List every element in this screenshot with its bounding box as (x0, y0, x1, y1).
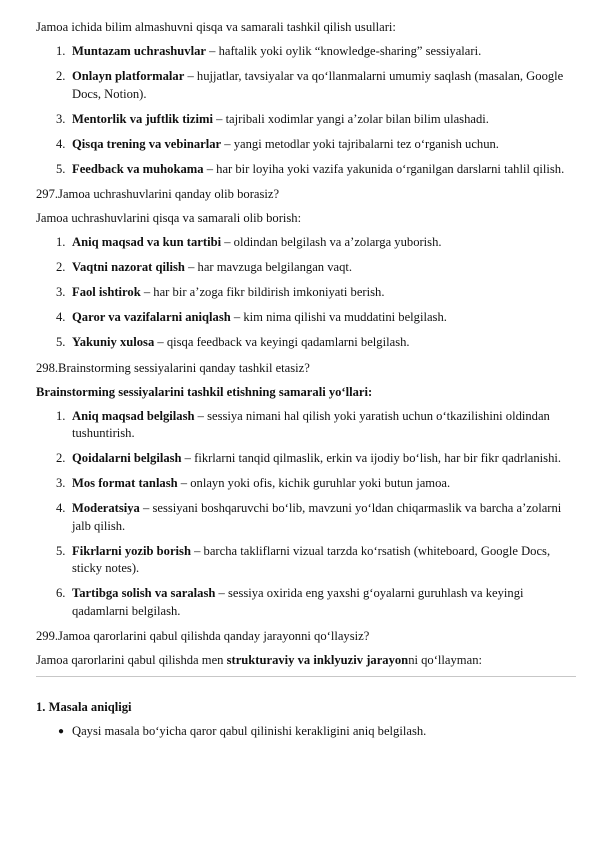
list-item: 5. Fikrlarni yozib borish – barcha takliflarni vizual tarzda ko‘rsatish (whiteboard, Google Docs, sticky notes). (56, 543, 551, 575)
bullet-icon: ● (58, 726, 65, 737)
list-item: 3. Faol ishtirok – har bir a’zoga fikr bildirish imkoniyati berish. (56, 285, 385, 299)
question-298: 298.Brainstorming sessiyalarini qanday tashkil etasiz? (36, 360, 310, 375)
intro-paragraph-2: Jamoa uchrashuvlarini qisqa va samarali olib borish: (36, 211, 302, 225)
meeting-list (36, 234, 576, 352)
document-page (36, 19, 576, 749)
brainstorming-list (36, 408, 576, 621)
knowledge-sharing-list (36, 43, 576, 178)
list-item: 2. Onlayn platformalar – hujjatlar, tavsiyalar va qo‘llanmalarni umumiy saqlash (masalan, Google Docs, Notion). (56, 69, 564, 101)
list-item: 4. Qaror va vazifalarni aniqlash – kim nima qilishi va muddatini belgilash. (56, 310, 447, 324)
list-item: 3. Mentorlik va juftlik tizimi – tajribali xodimlar yangi a’zolar bilan bilim ulashadi. (56, 111, 489, 126)
brainstorming-heading: Brainstorming sessiyalarini tashkil etishning samarali yo‘llari: (36, 384, 373, 399)
list-item: 2. Qoidalarni belgilash – fikrlarni tanqid qilmaslik, erkin va ijodiy bo‘lish, har bir fikr qadrlanishi. (56, 451, 562, 465)
list-item: 6. Tartibga solish va saralash – sessiya oxirida eng yaxshi g‘oyalarni guruhlash va keyingi qadamlarni belgilash. (56, 586, 524, 618)
section-heading: 1. Masala aniqligi (36, 700, 132, 714)
list-item: 5. Yakuniy xulosa – qisqa feedback va keyingi qadamlarni belgilash. (56, 335, 410, 349)
horizontal-divider (36, 676, 576, 677)
question-299: 299.Jamoa qarorlarini qabul qilishda qanday jarayonni qo‘llaysiz? (36, 629, 370, 643)
list-item: 4. Qisqa trening va vebinarlar – yangi metodlar yoki tajribalarni tez o‘rganish uchun. (56, 136, 499, 151)
list-item: 3. Mos format tanlash – onlayn yoki ofis, kichik guruhlar yoki butun jamoa. (56, 476, 451, 490)
list-item: 4. Moderatsiya – sessiyani boshqaruvchi bo‘lib, mavzuni yo‘ldan chiqarmaslik va barcha a’zolarni jalb qilish. (56, 501, 562, 533)
list-item: 2. Vaqtni nazorat qilish – har mavzuga belgilangan vaqt. (56, 260, 353, 274)
bullet-list (36, 723, 576, 741)
list-item: ● Qaysi masala bo‘yicha qaror qabul qilinishi kerakligini aniq belgilash. (36, 723, 576, 741)
list-item: 1. Aniq maqsad va kun tartibi – oldindan belgilash va a’zolarga yuborish. (56, 235, 442, 249)
list-item: 5. Feedback va muhokama – har bir loyiha yoki vazifa yakunida o‘rganilgan darslarni tahlil qilish. (56, 161, 565, 176)
list-item: 1. Aniq maqsad belgilash – sessiya nimani hal qilish yoki yaratish uchun o‘tkazilishini oldindan tushuntirish. (56, 408, 550, 440)
list-item: 1. Muntazam uchrashuvlar – haftalik yoki oylik “knowledge-sharing” sessiyalari. (56, 44, 482, 58)
intro-paragraph-3: Jamoa qarorlarini qabul qilishda men strukturaviy va inklyuziv jarayonni qo‘llayman: (36, 653, 482, 667)
intro-paragraph-1: Jamoa ichida bilim almashuvni qisqa va samarali tashkil qilish usullari: (36, 20, 396, 34)
question-297: 297.Jamoa uchrashuvlarini qanday olib borasiz? (36, 187, 280, 201)
